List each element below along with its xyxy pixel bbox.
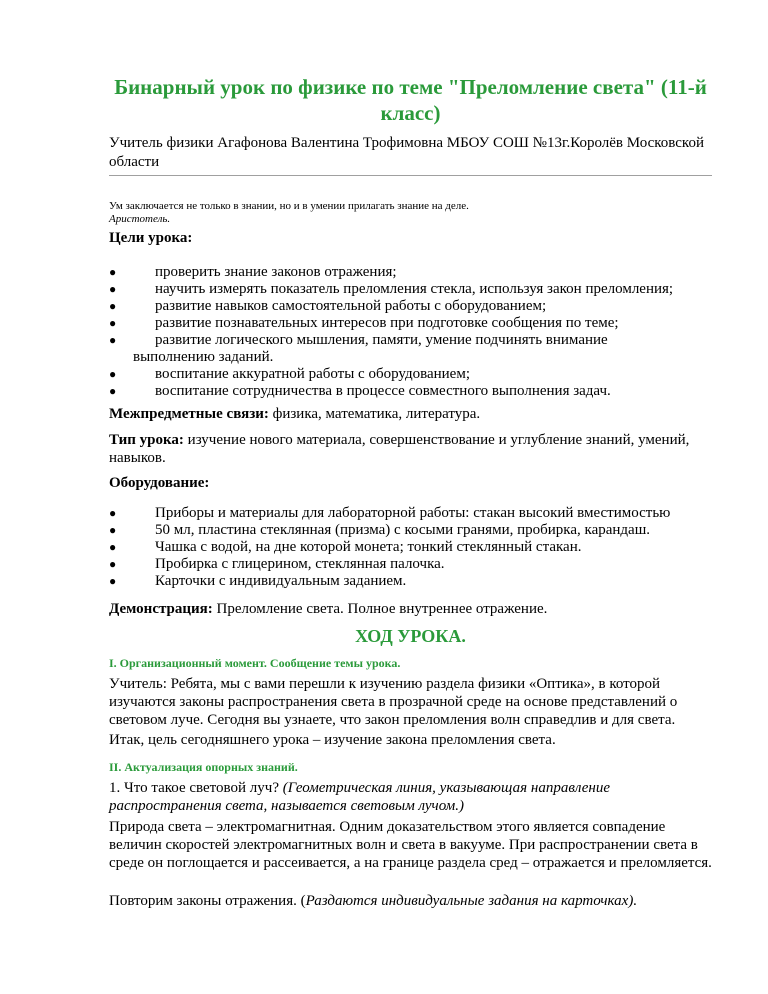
goals-list	[109, 264, 712, 400]
list-item: ● развитие навыков самостоятельной работы с оборудованием;	[109, 298, 547, 314]
epigraph-source: Аристотель.	[109, 213, 171, 225]
equipment-heading: Оборудование:	[109, 475, 210, 491]
bullet-icon: ●	[109, 574, 117, 588]
bullet-icon: ●	[109, 367, 117, 381]
section2-reflection: Повторим законы отражения. (Раздаются индивидуальные задания на карточках).	[109, 893, 638, 909]
list-item: ● проверить знание законов отражения;	[109, 264, 397, 280]
list-item: ● развитие логического мышления, памяти, умение подчинять внимание выполнению заданий.	[109, 332, 712, 366]
bullet-icon: ●	[109, 384, 117, 398]
bullet-icon: ●	[109, 523, 117, 537]
list-item: ● воспитание аккуратной работы с оборудованием;	[109, 366, 470, 382]
bullet-icon: ●	[109, 506, 117, 520]
section1-paragraph: Учитель: Ребята, мы с вами перешли к изучению раздела физики «Оптика», в которой изучаются законы распространения света в прозрачной среде на основе представлений о световом луче. Сегодня вы узнаете, что закон преломления волн справедлив и для света.	[109, 676, 678, 728]
goals-heading: Цели урока:	[109, 230, 193, 246]
bullet-icon: ●	[109, 299, 117, 313]
list-item-continuation: выполнению заданий.	[133, 349, 274, 365]
list-item: ● Чашка с водой, на дне которой монета; тонкий стеклянный стакан.	[109, 539, 582, 555]
list-item: ● Приборы и материалы для лабораторной работы: стакан высокий вместимостью	[109, 505, 671, 521]
author-line: Учитель физики Агафонова Валентина Трофимовна МБОУ СОШ №13г.Королёв Московской области	[109, 135, 704, 170]
section2-paragraph: Природа света – электромагнитная. Одним доказательством этого является совпадение величин скоростей электромагнитных волн и света в вакууме. При распространении света в среде он поглощается и рассеивается, а на границе раздела сред – отражается и преломляется.	[109, 819, 712, 871]
epigraph	[109, 200, 469, 226]
demonstration: Демонстрация: Преломление света. Полное внутреннее отражение.	[109, 601, 548, 617]
question-1: 1. Что такое световой луч? (Геометрическая линия, указывающая направление распространения света, называется световым лучом.)	[109, 780, 611, 814]
section1-goal: Итак, цель сегодняшнего урока – изучение закона преломления света.	[109, 732, 556, 748]
epigraph-quote: Ум заключается не только в знании, но и в умении прилагать знание на деле.	[109, 200, 469, 212]
list-item: ● научить измерять показатель преломления стекла, используя закон преломления;	[109, 281, 674, 297]
page-title: Бинарный урок по физике по теме "Преломление света" (11-й класс)	[114, 75, 707, 125]
bullet-icon: ●	[109, 557, 117, 571]
section2-heading: II. Актуализация опорных знаний.	[109, 760, 298, 774]
list-item: ● 50 мл, пластина стеклянная (призма) с косыми гранями, пробирка, карандаш.	[109, 522, 650, 538]
list-item: ● развитие познавательных интересов при подготовке сообщения по теме;	[109, 315, 619, 331]
equipment-list	[109, 505, 712, 590]
bullet-icon: ●	[109, 265, 117, 279]
lesson-type: Тип урока: изучение нового материала, совершенствование и углубление знаний, умений, навыков.	[109, 432, 690, 466]
bullet-icon: ●	[109, 540, 117, 554]
list-item: ● воспитание сотрудничества в процессе совместного выполнения задач.	[109, 383, 611, 399]
bullet-icon: ●	[109, 282, 117, 296]
section1-heading: I. Организационный момент. Сообщение темы урока.	[109, 656, 401, 670]
list-item: ● Пробирка с глицерином, стеклянная палочка.	[109, 556, 445, 572]
list-item: ● Карточки с индивидуальным заданием.	[109, 573, 407, 589]
bullet-icon: ●	[109, 316, 117, 330]
interdisciplinary-links: Межпредметные связи: физика, математика, литература.	[109, 406, 481, 422]
course-heading: ХОД УРОКА.	[355, 626, 466, 646]
divider	[109, 175, 712, 176]
bullet-icon: ●	[109, 333, 117, 347]
